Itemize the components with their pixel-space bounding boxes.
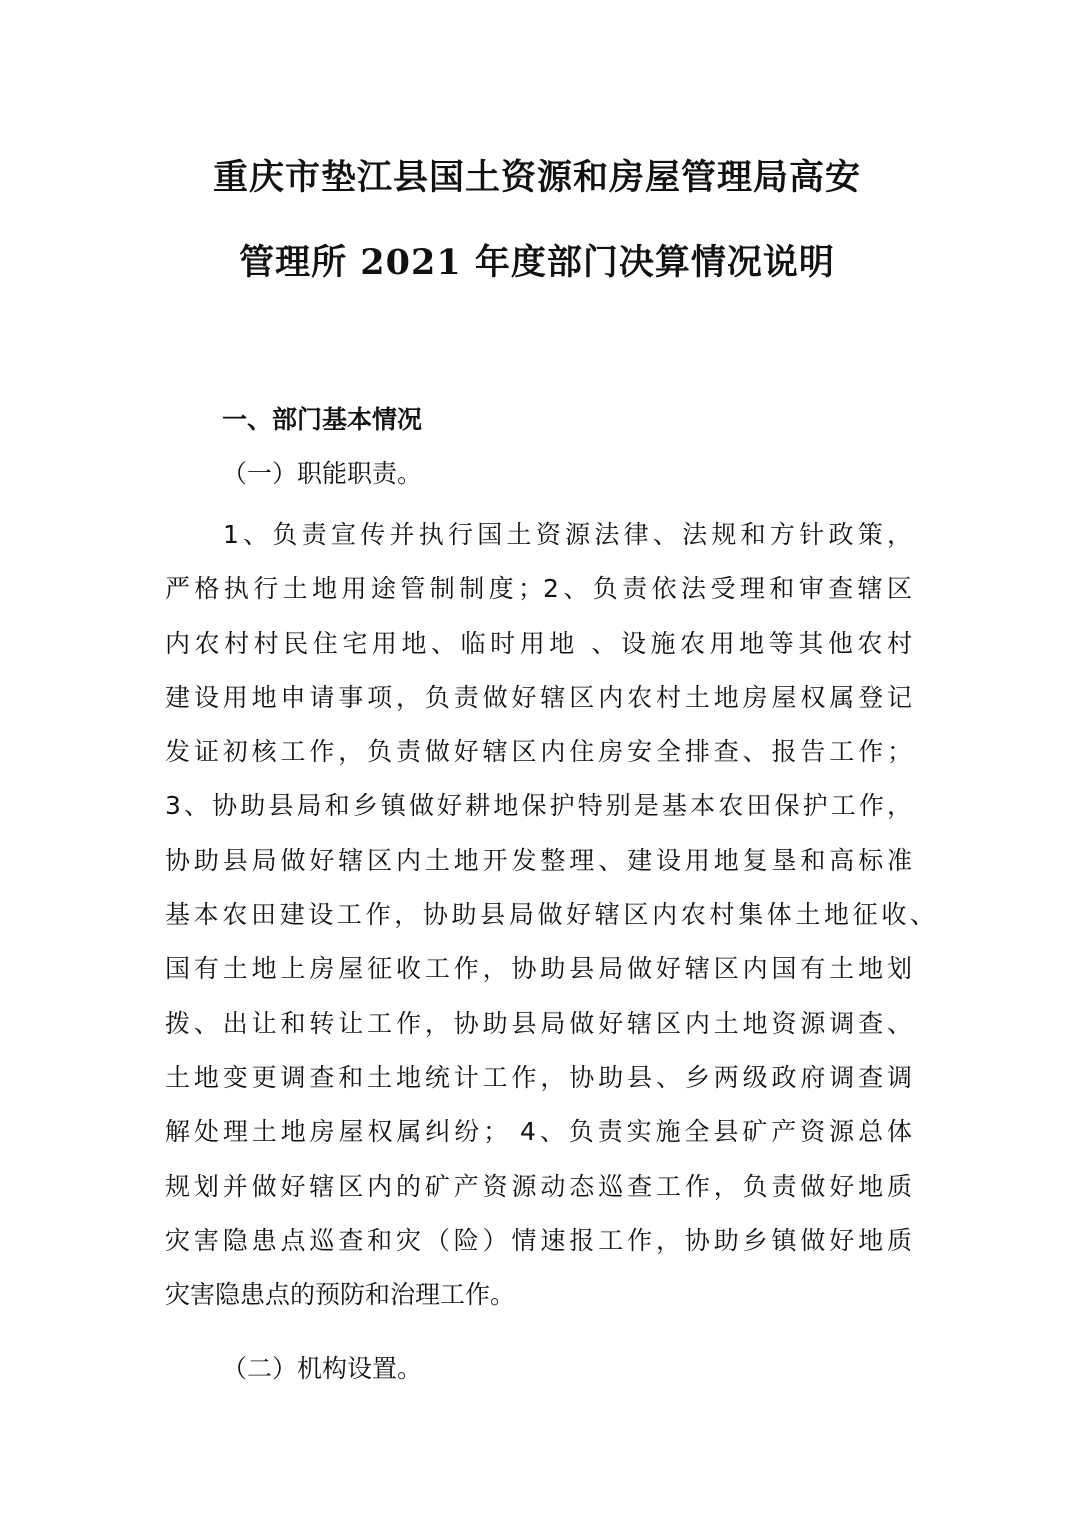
paragraph-line: 发证初核工作，负责做好辖区内住房安全排查、报告工作；	[165, 737, 912, 767]
document-title-line-1: 重庆市垫江县国土资源和房屋管理局高安	[212, 157, 861, 198]
paragraph-line: 国有土地上房屋征收工作，协助县局做好辖区内国有土地划	[165, 954, 912, 984]
paragraph-line: 内农村村民住宅用地、临时用地 、设施农用地等其他农村	[165, 628, 912, 658]
duties-paragraph	[165, 508, 935, 1322]
paragraph-line: 灾害隐患点的预防和治理工作。	[165, 1280, 516, 1310]
subsection-heading-organization: （二）机构设置。	[222, 1354, 423, 1383]
paragraph-line: 协助县局做好辖区内土地开发整理、建设用地复垦和高标准	[165, 845, 912, 875]
paragraph-line: 1、负责宣传并执行国土资源法律、法规和方针政策，	[223, 520, 912, 549]
paragraph-line: 灾害隐患点巡查和灾（险）情速报工作，协助乡镇做好地质	[165, 1225, 912, 1255]
paragraph-line: 建设用地申请事项，负责做好辖区内农村土地房屋权属登记	[165, 682, 912, 712]
subsection-heading-duties: （一）职能职责。	[222, 459, 423, 488]
paragraph-line: 土地变更调查和土地统计工作，协助县、乡两级政府调查调	[165, 1062, 912, 1092]
document-title-line-2: 管理所 2021 年度部门决算情况说明	[239, 242, 835, 283]
paragraph-line: 解处理土地房屋权属纠纷； 4、负责实施全县矿产资源总体	[165, 1117, 912, 1147]
paragraph-line: 拨、出让和转让工作，协助县局做好辖区内土地资源调查、	[165, 1008, 912, 1038]
paragraph-line: 基本农田建设工作，协助县局做好辖区内农村集体土地征收、	[165, 900, 935, 930]
section-heading: 一、部门基本情况	[222, 405, 423, 434]
paragraph-line: 严格执行土地用途管制制度；2、负责依法受理和审查辖区	[165, 574, 912, 604]
paragraph-line: 规划并做好辖区内的矿产资源动态巡查工作，负责做好地质	[165, 1171, 912, 1201]
paragraph-line: 3、协助县局和乡镇做好耕地保护特别是基本农田保护工作，	[165, 791, 912, 821]
